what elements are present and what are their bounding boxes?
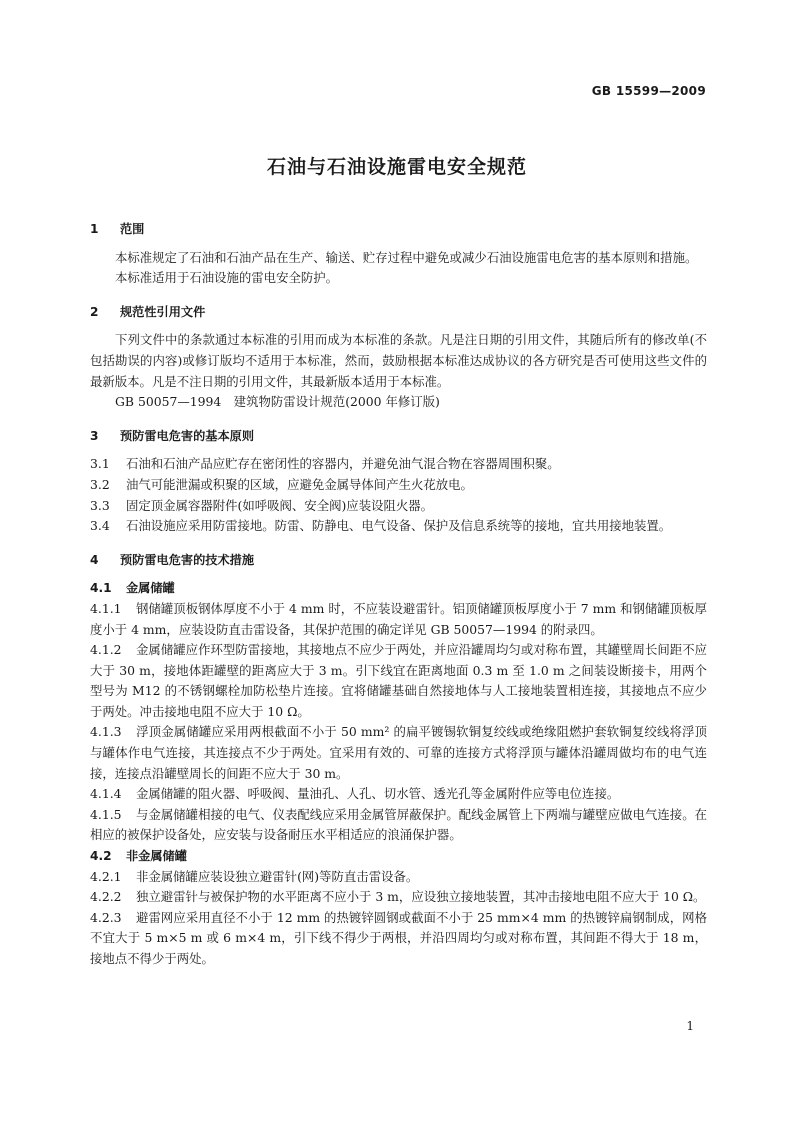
subsection-number: 4.1: [90, 581, 112, 596]
clause-number: 4.1.1: [90, 600, 122, 616]
subsection-heading-metal-tanks: [90, 578, 707, 599]
document-title: 石油与石油设施雷电安全规范: [266, 156, 527, 178]
clause-text: 石油和石油产品应贮存在密闭性的容器内，并避免油气混合物在容器周围积聚。: [126, 456, 560, 472]
clause: [90, 599, 707, 640]
clause-text: 金属储罐应作环型防雷接地，其接地点不应少于两处，并应沿罐周均匀或对称布置，其罐壁周长间距不应大于 30 m，接地体距罐壁的距离应大于 3 m。引下线宜在距离地面 0.3 m 至 1.0 m 之间装设断接卡，用两个型号为 M12 的不锈钢螺栓加防松垫片连接。宜将储罐基础自然接地体与人工接地装置相连接，其接地点不应少于两处。冲击接地电阻不应大于 10 Ω。: [90, 642, 707, 719]
clause: [90, 887, 707, 908]
clause-text: 钢储罐顶板钢体厚度不小于 4 mm 时，不应装设避雷针。铝顶储罐顶板厚度小于 7 mm 和钢储罐顶板厚度小于 4 mm，应装设防直击雷设备，其保护范围的确定详见 GB 50057—1994 的附录四。: [90, 600, 707, 637]
clause-text: 与金属储罐相接的电气、仪表配线应采用金属管屏蔽保护。配线金属管上下两端与罐壁应做电气连接。在相应的被保护设备处，应安装与设备耐压水平相适应的浪涌保护器。: [90, 806, 707, 843]
section-title: 预防雷电危害的基本原则: [120, 428, 255, 443]
section-number: 2: [90, 304, 99, 319]
clause-number: 3.3: [90, 497, 110, 513]
subsection-number: 4.2: [90, 849, 112, 864]
clause-text: 避雷网应采用直径不小于 12 mm 的热镀锌圆钢或截面不小于 25 mm×4 mm 的热镀锌扁钢制成，网格不宜大于 5 m×5 m 或 6 m×4 m，引下线不得少于两根，并沿四周均匀或对称布置，其间距不得大于 18 m，接地点不得少于两处。: [90, 909, 707, 966]
page-number: 1: [686, 1019, 694, 1033]
section-number: 4: [90, 552, 99, 567]
subsection-heading-nonmetal-tanks: [90, 846, 707, 867]
section-heading-basic-principles: [90, 426, 707, 447]
section-title: 规范性引用文件: [120, 304, 206, 319]
clause: [90, 722, 707, 784]
clause-text: 金属储罐的阻火器、呼吸阀、量油孔、人孔、切水管、透光孔等金属附件应等电位连接。: [136, 786, 620, 802]
section-heading-technical-measures: [90, 550, 707, 571]
clause-text: 浮顶金属储罐应采用两根截面不小于 50 mm² 的扁平镀锡软铜复绞线或绝缘阻燃护套软铜复绞线将浮顶与罐体作电气连接，其连接点不少于两处。宜采用有效的、可靠的连接方式将浮顶与罐体沿罐周做均布的电气连接，连接点沿罐壁周长的间距不应大于 30 m。: [90, 724, 707, 781]
clause-text: 非金属储罐应装设独立避雷针(网)等防直击雷设备。: [136, 868, 419, 884]
clause: [90, 516, 707, 537]
clause: [90, 908, 707, 970]
clause: [90, 640, 707, 722]
section-heading-normative-references: [90, 302, 707, 323]
paragraph: 下列文件中的条款通过本标准的引用而成为本标准的条款。凡是注日期的引用文件，其随后所有的修改单(不包括勘误的内容)或修订版均不适用于本标准，然而，鼓励根据本标准达成协议的各方研究是否可使用这些文件的最新版本。凡是不注日期的引用文件，其最新版本适用于本标准。: [90, 332, 707, 389]
clause-text: 油气可能泄漏或积聚的区域，应避免金属导体间产生火花放电。: [126, 476, 473, 492]
clause-text: 固定顶金属容器附件(如呼吸阀、安全阀)应装设阻火器。: [126, 497, 434, 513]
subsection-title: 非金属储罐: [126, 849, 187, 864]
clause-number: 4.1.5: [90, 806, 122, 822]
section-title: 预防雷电危害的技术措施: [120, 552, 255, 567]
clause-number: 4.1.2: [90, 642, 122, 658]
clause: [90, 805, 707, 846]
clause-number: 4.1.3: [90, 724, 122, 740]
clause: [90, 867, 707, 888]
clause-number: 4.1.4: [90, 786, 122, 802]
standard-number: GB 15599—2009: [591, 84, 706, 98]
document-body: [90, 212, 707, 970]
clause-number: 3.1: [90, 456, 110, 472]
section-title: 范围: [120, 222, 145, 236]
clause: [90, 496, 707, 517]
section-heading-scope: [90, 219, 707, 240]
clause-number: 3.2: [90, 476, 110, 492]
section-number: 3: [90, 428, 99, 443]
paragraph: 本标准规定了石油和石油产品在生产、输送、贮存过程中避免或减少石油设施雷电危害的基本原则和措施。: [115, 249, 698, 265]
clause-number: 4.2.3: [90, 909, 122, 925]
section-number: 1: [90, 222, 99, 236]
clause-number: 4.2.2: [90, 889, 122, 905]
clause: [90, 475, 707, 496]
clause-text: 石油设施应采用防雷接地。防雷、防静电、电气设备、保护及信息系统等的接地，宜共用接地装置。: [126, 518, 672, 534]
reference-entry: GB 50057—1994 建筑物防雷设计规范(2000 年修订版): [115, 394, 440, 410]
clause-number: 4.2.1: [90, 868, 122, 884]
clause-text: 独立避雷针与被保护物的水平距离不应小于 3 m，应设独立接地装置，其冲击接地电阻不应大于 10 Ω。: [136, 889, 706, 905]
clause-number: 3.4: [90, 518, 110, 534]
paragraph: 本标准适用于石油设施的雷电安全防护。: [115, 270, 339, 286]
clause: [90, 454, 707, 475]
subsection-title: 金属储罐: [126, 581, 175, 596]
clause: [90, 784, 707, 805]
